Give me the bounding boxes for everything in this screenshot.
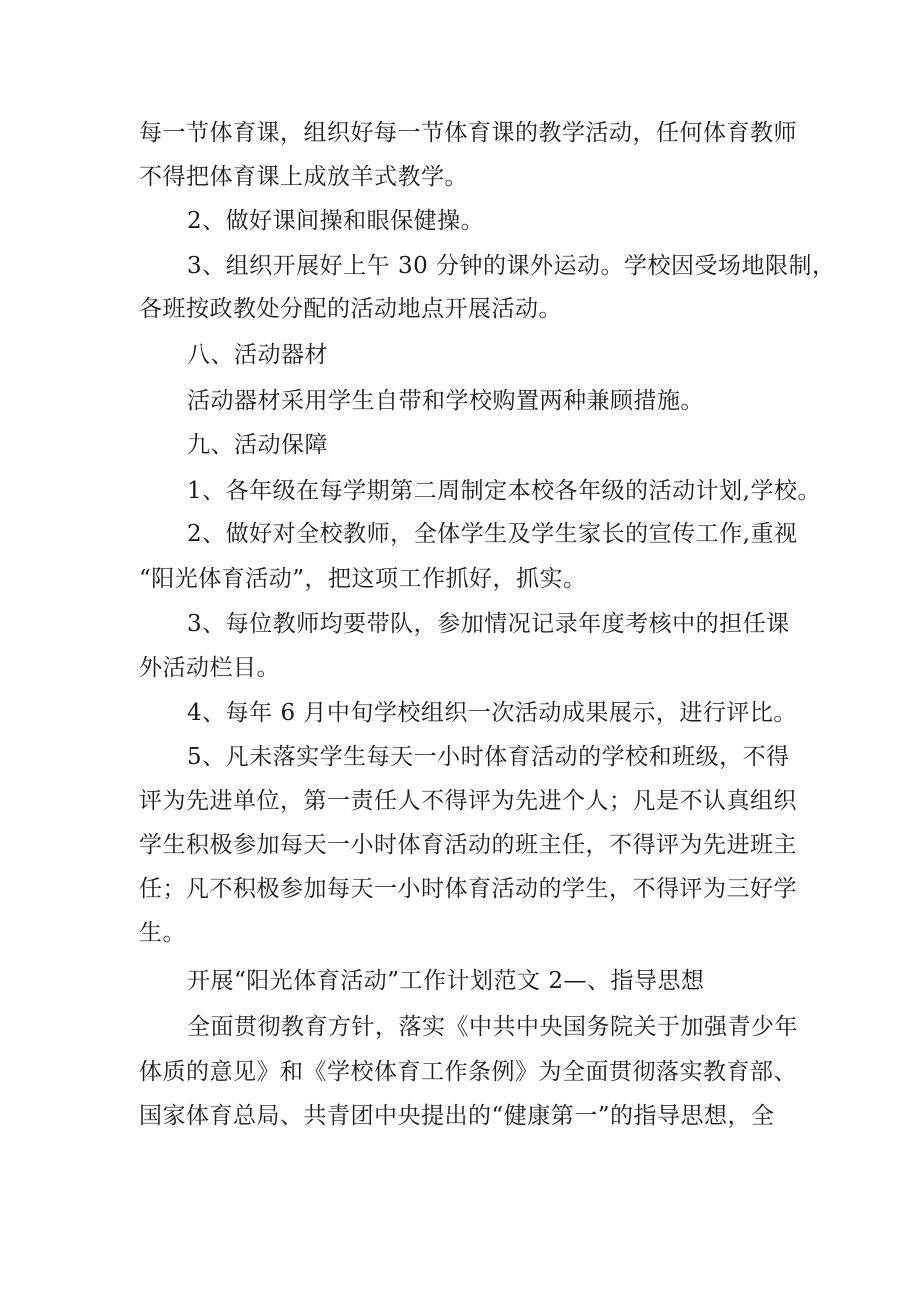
paragraph-line: 国家体育总局、共青团中央提出的“健康第一”的指导思想，全 — [139, 1103, 775, 1129]
section-heading: 九、活动保障 — [187, 432, 328, 458]
paragraph-line: 任；凡不积极参加每天一小时体育活动的学生，不得评为三好学 — [139, 876, 797, 902]
paragraph-line: 活动器材采用学生自带和学校购置两种兼顾措施。 — [187, 388, 704, 414]
paragraph-line: 2、做好课间操和眼保健操。 — [187, 208, 485, 234]
paragraph-line: 生。 — [139, 920, 186, 946]
section-heading: 八、活动器材 — [187, 342, 328, 368]
paragraph-line: 外活动栏目。 — [139, 655, 280, 681]
paragraph-line: 评为先进单位，第一责任人不得评为先进个人；凡是不认真组织 — [139, 788, 797, 814]
paragraph-line: 5、凡未落实学生每天一小时体育活动的学校和班级，不得 — [187, 744, 790, 770]
paragraph-line: 3、组织开展好上午 30 分钟的课外运动。学校因受场地限制， — [187, 253, 836, 279]
paragraph-line: 全面贯彻教育方针，落实《中共中央国务院关于加强青少年 — [187, 1014, 798, 1040]
paragraph-line: 4、每年 6 月中旬学校组织一次活动成果展示，进行评比。 — [187, 700, 797, 726]
paragraph-line: “阳光体育活动”，把这项工作抓好，抓实。 — [139, 566, 587, 592]
paragraph-line: 每一节体育课，组织好每一节体育课的教学活动，任何体育教师 — [139, 120, 797, 146]
section-heading: 开展“阳光体育活动”工作计划范文 2—、指导思想 — [187, 968, 705, 994]
paragraph-line: 不得把体育课上成放羊式教学。 — [139, 164, 468, 190]
paragraph-line: 学生积极参加每天一小时体育活动的班主任，不得评为先进班主 — [139, 832, 797, 858]
paragraph-line: 2、做好对全校教师，全体学生及学生家长的宣传工作,重视 — [187, 521, 798, 547]
paragraph-line: 1、各年级在每学期第二周制定本校各年级的活动计划,学校。 — [187, 478, 821, 504]
paragraph-line: 3、每位教师均要带队，参加情况记录年度考核中的担任课 — [187, 611, 790, 637]
paragraph-line: 各班按政教处分配的活动地点开展活动。 — [139, 296, 562, 322]
paragraph-line: 体质的意见》和《学校体育工作条例》为全面贯彻落实教育部、 — [139, 1059, 797, 1085]
